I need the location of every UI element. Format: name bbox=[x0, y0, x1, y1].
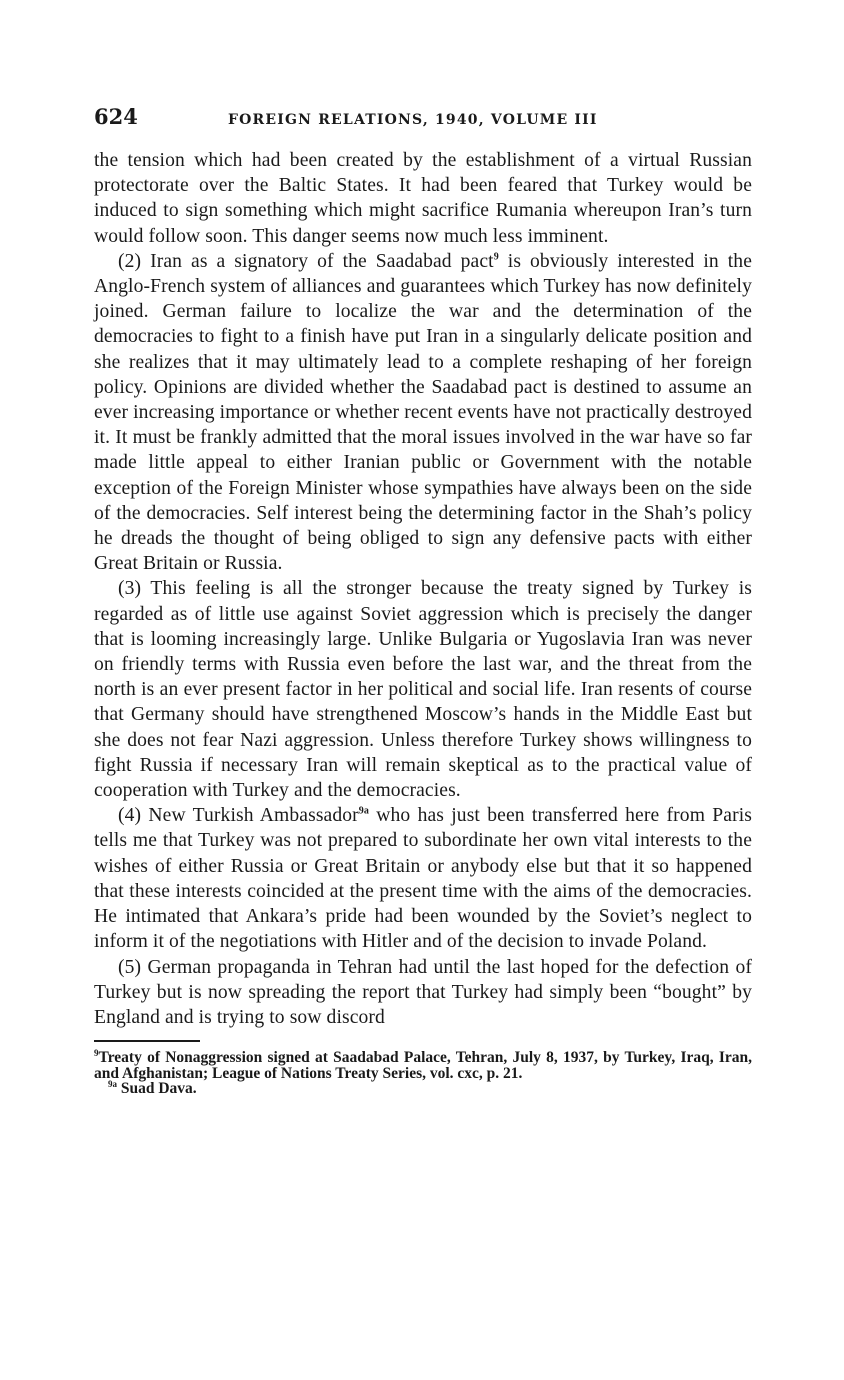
running-head bbox=[94, 104, 752, 140]
paragraph-2-rest: is obviously interested in the Anglo-French system of alliances and guarantees which Turkey has now definitely joined. German failure to localize the war and the determination of the democracies to fight to a finish have put Iran in a singularly delicate position and she realizes that it may ultimately lead to a complete reshaping of her foreign policy. Opinions are divided whether the Saadabad pact is destined to assume an ever increasing importance or whether recent events have not practically destroyed it. It must be frankly admitted that the moral issues involved in the war have so far made little appeal to either Iranian public or Government with the notable exception of the Foreign Minister whose sympathies have always been on the side of the democracies. Self interest being the determining factor in the Shah’s policy he dreads the thought of being obliged to sign any defensive pacts with either Great Britain or Russia. bbox=[94, 250, 752, 575]
page-number: 624 bbox=[94, 104, 138, 129]
document-page bbox=[94, 104, 752, 1097]
paragraph-2-lead: (2) Iran as a signatory of the Saadabad pact bbox=[118, 250, 494, 272]
paragraph-4 bbox=[94, 803, 752, 954]
paragraph-2 bbox=[94, 249, 752, 577]
footnote-marker-9: 9 bbox=[94, 1047, 99, 1058]
footnote-9-text: Treaty of Nonaggression signed at Saadabad Palace, Tehran, July 8, 1937, by Turkey, Iraq, Iran, and Afghanistan; League of Nations Treaty Series, vol. cxc, p. 21. bbox=[94, 1049, 752, 1082]
paragraph-1 bbox=[94, 148, 752, 249]
footnote-marker-9a: 9a bbox=[108, 1078, 117, 1089]
paragraph-4-rest: who has just been transferred here from Paris tells me that Turkey was not prepared to subordinate her own vital interests to the wishes of either Russia or Great Britain or anybody else but that it so happened that these interests coincided at the present time with the aims of the democracies. He intimated that Ankara’s pride had been wounded by the Soviet’s neglect to inform it of the negotiations with Hitler and of the decision to invade Poland. bbox=[94, 805, 752, 953]
footnote-rule bbox=[94, 1040, 200, 1042]
body-text bbox=[94, 148, 752, 1030]
paragraph-5 bbox=[94, 955, 752, 1031]
running-title: FOREIGN RELATIONS, 1940, VOLUME III bbox=[228, 112, 598, 128]
footnote-ref-9a[interactable]: 9a bbox=[358, 805, 369, 817]
paragraph-3-text: (3) This feeling is all the stronger because the treaty signed by Turkey is regarded as of little use against Soviet aggression which is precisely the danger that is looming increasingly large. Unlike Bulgaria or Yugoslavia Iran was never on friendly terms with Russia even before the last war, and the threat from the north is an ever present factor in her political and social life. Iran resents of course that Germany should have strengthened Moscow’s hands in the Middle East but she does not fear Nazi aggression. Unless therefore Turkey shows willingness to fight Russia if necessary Iran will remain skeptical as to the practical value of cooperation with Turkey and the democracies. bbox=[94, 578, 752, 802]
footnote-9a-text: Suad Dava. bbox=[120, 1080, 197, 1098]
paragraph-3 bbox=[94, 576, 752, 803]
footnotes bbox=[94, 1042, 752, 1097]
footnote-9a bbox=[94, 1078, 752, 1098]
footnote-ref-9[interactable]: 9 bbox=[493, 251, 499, 263]
paragraph-5-text: (5) German propaganda in Tehran had until the last hoped for the defection of Turkey but is now spreading the report that Turkey had simply been “bought” by England and is trying to sow discord bbox=[94, 956, 752, 1028]
paragraph-4-lead: (4) New Turkish Ambassador bbox=[118, 805, 359, 827]
footnote-9 bbox=[94, 1042, 752, 1081]
paragraph-1-text: the tension which had been created by the establishment of a virtual Russian protectorate over the Baltic States. It had been feared that Turkey would be induced to sign something which might sacrifice Rumania whereupon Iran’s turn would follow soon. This danger seems now much less imminent. bbox=[94, 150, 752, 247]
